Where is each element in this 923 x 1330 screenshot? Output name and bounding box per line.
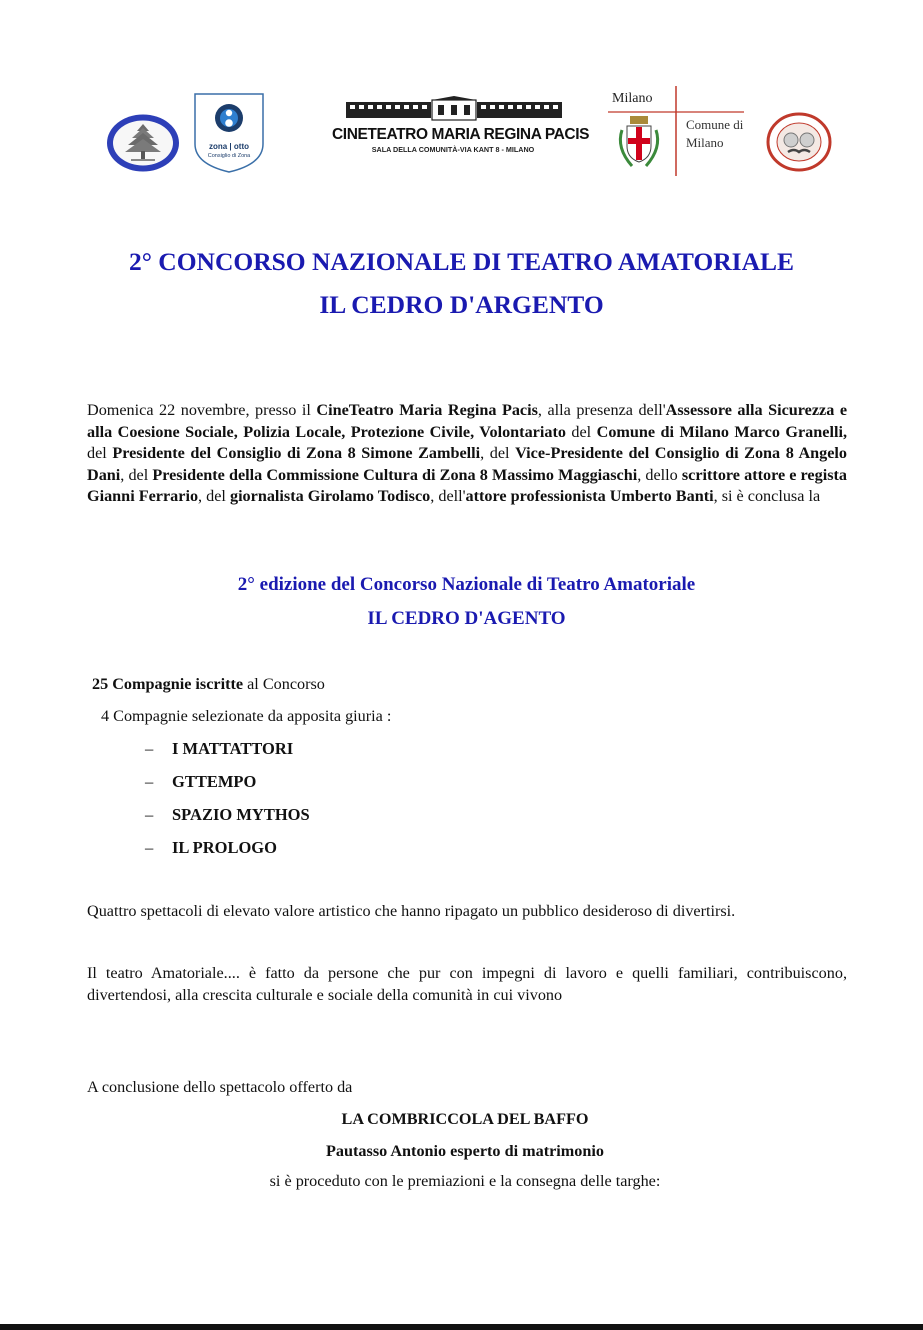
- intro-bold-text: Presidente della Commissione Cultura di Zona 8 Massimo Maggiaschi: [152, 465, 638, 484]
- intro-text: , dell': [430, 487, 466, 505]
- zona-8-subtitle: Consiglio di Zona: [207, 153, 251, 159]
- registered-companies-line: [92, 675, 325, 694]
- intro-text: del: [565, 422, 597, 441]
- intro-bold-text: CineTeatro Maria Regina Pacis: [316, 401, 538, 419]
- intro-paragraph: [87, 400, 847, 508]
- performances-paragraph: Quattro spettacoli di elevato valore artistico che hanno ripagato un pubblico desideroso di divertirsi.: [87, 902, 736, 920]
- list-item: [145, 739, 293, 759]
- intro-bold-text: attore professionista Umberto Banti: [465, 487, 714, 505]
- intro-bold-text: Presidente del Consiglio di Zona 8 Simone Zambelli: [112, 444, 481, 462]
- main-title-line-1: 2° CONCORSO NAZIONALE DI TEATRO AMATORIALE: [128, 247, 795, 276]
- show-title: Pautasso Antonio esperto di matrimonio: [326, 1142, 604, 1160]
- list-item: [145, 772, 256, 792]
- cineteatro-address: SALA DELLA COMUNITÀ-VIA KANT 8 - MILANO: [371, 145, 535, 154]
- zona-8-word: zona | otto: [208, 142, 249, 151]
- intro-bold-text: Comune di Milano Marco Granelli,: [596, 422, 848, 441]
- cineteatro-logo: [332, 96, 590, 156]
- group-name: GTTEMPO: [172, 772, 257, 791]
- intro-bold-text: Vice-Presidente del Consiglio di Zona 8 Angelo Dani: [87, 444, 848, 484]
- amateur-theatre-paragraph: Il teatro Amatoriale.... è fatto da persone che pur con impegni di lavoro e quelli familiari, contribuiscono, divertendosi, alla crescita culturale e sociale della comunità in cui vivono: [87, 964, 847, 1004]
- selected-companies-label: 4 Compagnie selezionate da apposita giuria :: [101, 707, 392, 725]
- main-title-line-2: IL CEDRO D'ARGENTO: [319, 290, 604, 319]
- cineteatro-name: CINETEATRO MARIA REGINA PACIS: [332, 126, 590, 143]
- cedro-argento-logo: [105, 113, 181, 173]
- intro-text: , dello: [637, 465, 682, 484]
- group-name: SPAZIO MYTHOS: [172, 805, 310, 824]
- list-item: [145, 805, 310, 825]
- edition-title-line-1: 2° edizione del Concorso Nazionale di Teatro Amatoriale: [237, 574, 696, 595]
- registered-companies-count: 25 Compagnie iscritte: [92, 675, 244, 693]
- intro-text: , si è conclusa la: [713, 487, 821, 505]
- intro-text: del: [87, 444, 113, 462]
- awards-line: si è proceduto con le premiazioni e la consegna delle targhe:: [269, 1172, 661, 1190]
- intro-text: , alla presenza dell': [537, 401, 666, 419]
- comune-di-milano-label: Comune di Milano: [686, 117, 744, 150]
- intro-bold-text: Assessore alla Sicurezza e alla Coesione Sociale, Polizia Locale, Protezione Civile, Volontariato: [87, 401, 848, 441]
- combriccola-del-baffo-logo: [766, 112, 832, 172]
- list-dash: –: [145, 838, 154, 857]
- milano-city-label: Milano: [612, 91, 653, 106]
- intro-text: , del: [480, 444, 516, 462]
- zona-8-logo: [193, 92, 265, 174]
- edition-title-line-2: IL CEDRO D'AGENTO: [367, 608, 566, 629]
- registered-companies-rest: al Concorso: [243, 675, 325, 693]
- conclusion-line: A conclusione dello spettacolo offerto da: [87, 1078, 353, 1096]
- intro-bold-text: giornalista Girolamo Todisco: [229, 487, 431, 505]
- group-name: IL PROLOGO: [172, 838, 277, 857]
- intro-bold-text: scrittore attore e regista Gianni Ferrario: [87, 465, 847, 505]
- list-dash: –: [145, 772, 154, 791]
- group-name: I MATTATTORI: [172, 739, 294, 758]
- list-item: [145, 838, 277, 858]
- list-dash: –: [145, 739, 154, 758]
- page-bottom-edge: [0, 1324, 923, 1330]
- intro-text: , del: [120, 465, 153, 484]
- intro-text: , del: [198, 487, 230, 505]
- comune-milano-logo: [608, 86, 748, 178]
- company-name: LA COMBRICCOLA DEL BAFFO: [341, 1110, 589, 1128]
- intro-text: Domenica 22 novembre, presso il: [87, 401, 317, 419]
- list-dash: –: [145, 805, 154, 824]
